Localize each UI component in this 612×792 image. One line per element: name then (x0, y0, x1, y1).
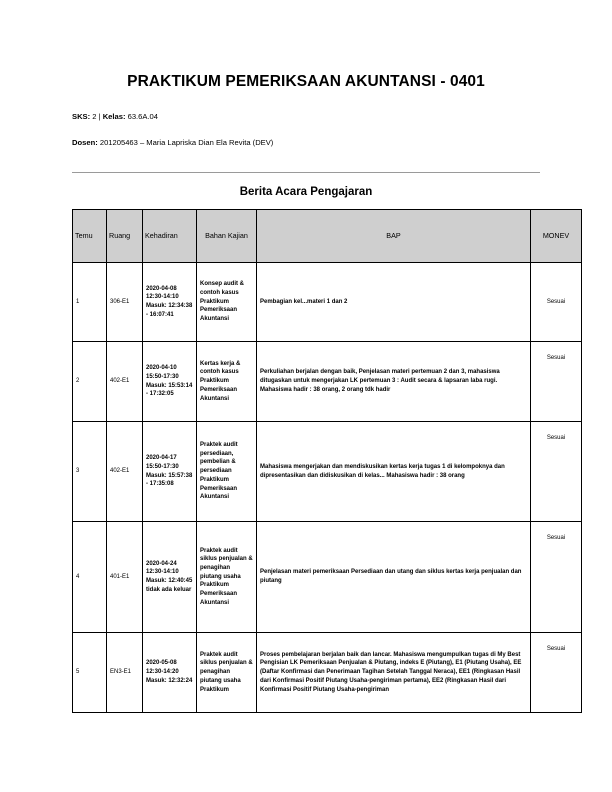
cell-monev: Sesuai (531, 422, 582, 522)
cell-temu: 1 (73, 263, 107, 342)
cell-bahan-kajian: Praktek audit siklus penjualan & penagihan piutang usaha Praktikum Pemeriksaan Akuntansi (197, 522, 257, 633)
cell-ruang: 402-E1 (107, 422, 143, 522)
cell-ruang: 402-E1 (107, 342, 143, 422)
cell-monev: Sesuai (531, 633, 582, 713)
cell-bap: Perkuliahan berjalan dengan baik, Penjelasan materi pertemuan 2 dan 3, mahasiswa ditugaskan untuk mengerjakan LK pertemuan 3 : Audit secara & lapsaran laba rugi. Mahasiswa hadir : 38 orang, 2 orang tdk hadir (257, 342, 531, 422)
cell-ruang: 401-E1 (107, 522, 143, 633)
course-meta-dosen (72, 138, 273, 147)
col-header-bap: BAP (257, 210, 531, 263)
cell-kehadiran: 2020-05-08 12:30-14:20 Masuk: 12:32:24 (143, 633, 197, 713)
sks-value: 2 | (90, 112, 103, 121)
cell-monev: Sesuai (531, 263, 582, 342)
cell-monev: Sesuai (531, 342, 582, 422)
page-title: PRAKTIKUM PEMERIKSAAN AKUNTANSI - 0401 (127, 73, 485, 90)
cell-ruang: EN3-E1 (107, 633, 143, 713)
cell-temu: 4 (73, 522, 107, 633)
cell-temu: 2 (73, 342, 107, 422)
cell-kehadiran: 2020-04-24 12:30-14:10 Masuk: 12:40:45 tidak ada keluar (143, 522, 197, 633)
cell-monev: Sesuai (531, 522, 582, 633)
table-row (73, 342, 582, 422)
kelas-value: 63.6A.04 (125, 112, 158, 121)
cell-kehadiran: 2020-04-10 15:50-17:30 Masuk: 15:53:14 - 17:32:05 (143, 342, 197, 422)
table-row (73, 522, 582, 633)
cell-ruang: 306-E1 (107, 263, 143, 342)
table-row (73, 633, 582, 713)
cell-temu: 5 (73, 633, 107, 713)
cell-bahan-kajian: Konsep audit & contoh kasus Praktikum Pemeriksaan Akuntansi (197, 263, 257, 342)
kelas-label: Kelas: (102, 112, 126, 121)
table-title: Berita Acara Pengajaran (239, 186, 373, 198)
col-header-ruang: Ruang (107, 210, 143, 263)
col-header-monev: MONEV (531, 210, 582, 263)
dosen-label: Dosen: (72, 138, 98, 147)
cell-bahan-kajian: Kertas kerja & contoh kasus Praktikum Pemeriksaan Akuntansi (197, 342, 257, 422)
table-row (73, 263, 582, 342)
cell-bap: Proses pembelajaran berjalan baik dan lancar. Mahasiswa mengumpulkan tugas di My Best Pengisian LK Pemeriksaan Penjualan & Piutang, indeks E (Piutang), E1 (Piutang Usaha), EE (Daftar Konfirmasi dan Penerimaan Tagihan Setelah Tanggal Neraca), EE1 (Ringkasan Hasil dari Konfirmasi Positif Piutang Usaha-pengiriman pertama), EE2 (Ringkasan Hasil dari Konfirmasi Positif Piutang Usaha-pengiriman (257, 633, 531, 713)
sks-label: SKS: (72, 112, 91, 121)
bap-table (72, 209, 582, 713)
cell-kehadiran: 2020-04-08 12:30-14:10 Masuk: 12:34:38 - 16:07:41 (143, 263, 197, 342)
table-header-row (73, 210, 582, 263)
cell-temu: 3 (73, 422, 107, 522)
table-row (73, 422, 582, 522)
divider-line (72, 172, 540, 173)
cell-bahan-kajian: Praktek audit persediaan, pembelian & persediaan Praktikum Pemeriksaan Akuntansi (197, 422, 257, 522)
cell-bap: Mahasiswa mengerjakan dan mendiskusikan kertas kerja tugas 1 di kelompoknya dan dipresentasikan dan didiskusikan di kelas... Mahasiswa hadir : 38 orang (257, 422, 531, 522)
col-header-bahan-kajian: Bahan Kajian (197, 210, 257, 263)
col-header-kehadiran: Kehadiran (143, 210, 197, 263)
cell-kehadiran: 2020-04-17 15:50-17:30 Masuk: 15:57:38 - 17:35:08 (143, 422, 197, 522)
course-meta-sks-kelas (72, 112, 158, 121)
col-header-temu: Temu (73, 210, 107, 263)
cell-bahan-kajian: Praktek audit siklus penjualan & penagihan piutang usaha Praktikum (197, 633, 257, 713)
cell-bap: Pembagian kel...materi 1 dan 2 (257, 263, 531, 342)
dosen-value: 201205463 – Maria Lapriska Dian Ela Revita (DEV) (97, 138, 274, 147)
cell-bap: Penjelasan materi pemeriksaan Persediaan dan utang dan siklus kertas kerja penjualan dan piutang (257, 522, 531, 633)
